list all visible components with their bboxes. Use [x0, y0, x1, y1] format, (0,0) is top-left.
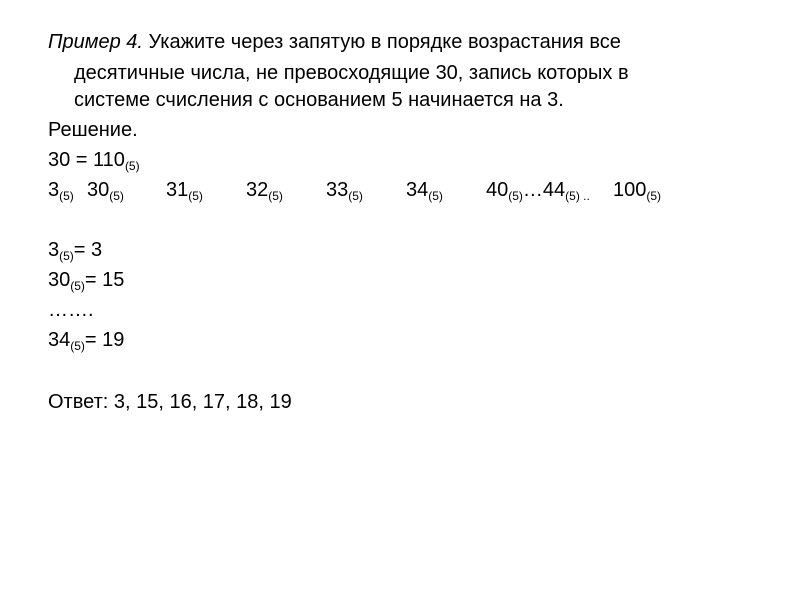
- conversion-row: [48, 328, 124, 352]
- conversion-rhs: = 19: [84, 329, 125, 351]
- sequence-sub: (5): [348, 189, 363, 203]
- sequence-item-3: [246, 178, 283, 202]
- sequence-sub: (5) ..: [565, 189, 590, 203]
- sequence-item-5: [406, 178, 443, 202]
- sequence-sub: (5): [188, 189, 203, 203]
- sequence-item-4: [326, 178, 363, 202]
- solution-heading: Решение.: [48, 119, 138, 141]
- conversion-sub: (5): [59, 249, 74, 263]
- conversion-row: [48, 268, 124, 292]
- sequence-item-2: [166, 178, 203, 202]
- problem-line-1: [48, 30, 621, 54]
- sequence-num: 33: [326, 179, 349, 201]
- sequence-num: 30: [87, 179, 110, 201]
- conversion-rhs: = 3: [73, 239, 103, 261]
- conversion-num: 34: [48, 329, 71, 351]
- conversion-sub: (5): [70, 339, 85, 353]
- equation-30-sub: (5): [124, 159, 140, 173]
- sequence-num: 3: [48, 179, 60, 201]
- sequence-num: 100: [613, 179, 647, 201]
- conversion-ellipsis: …….: [48, 299, 94, 321]
- sequence-sub: (5): [508, 189, 523, 203]
- equation-30-lhs: 30 = 110: [48, 149, 125, 171]
- problem-line-3: системе счисления с основанием 5 начинается на 3.: [74, 89, 564, 111]
- problem-label: Пример 4.: [48, 31, 143, 53]
- conversion-num: 3: [48, 239, 60, 261]
- conversion-num: 30: [48, 269, 71, 291]
- conversion-sub: (5): [70, 279, 85, 293]
- sequence-sub: (5): [428, 189, 443, 203]
- sequence-num: 34: [406, 179, 429, 201]
- answer: Ответ: 3, 15, 16, 17, 18, 19: [48, 391, 292, 413]
- problem-text-1: Укажите через запятую в порядке возрастания все: [142, 31, 621, 53]
- sequence-item-8: [613, 178, 661, 202]
- sequence-num: 32: [246, 179, 269, 201]
- conversion-rhs: = 15: [84, 269, 125, 291]
- sequence-num: 40: [486, 179, 509, 201]
- sequence-sub: (5): [109, 189, 124, 203]
- sequence-sub: (5): [646, 189, 662, 203]
- sequence-num: 31: [166, 179, 189, 201]
- conversion-row: [48, 238, 102, 262]
- sequence-num: …44: [522, 179, 566, 201]
- equation-30: [48, 148, 140, 172]
- sequence-item-1: [87, 178, 124, 202]
- sequence-item-6: [486, 178, 590, 202]
- sequence-item-0: [48, 178, 74, 202]
- problem-line-2: десятичные числа, не превосходящие 30, запись которых в: [74, 62, 629, 84]
- sequence-sub: (5): [268, 189, 283, 203]
- sequence-sub: (5): [59, 189, 74, 203]
